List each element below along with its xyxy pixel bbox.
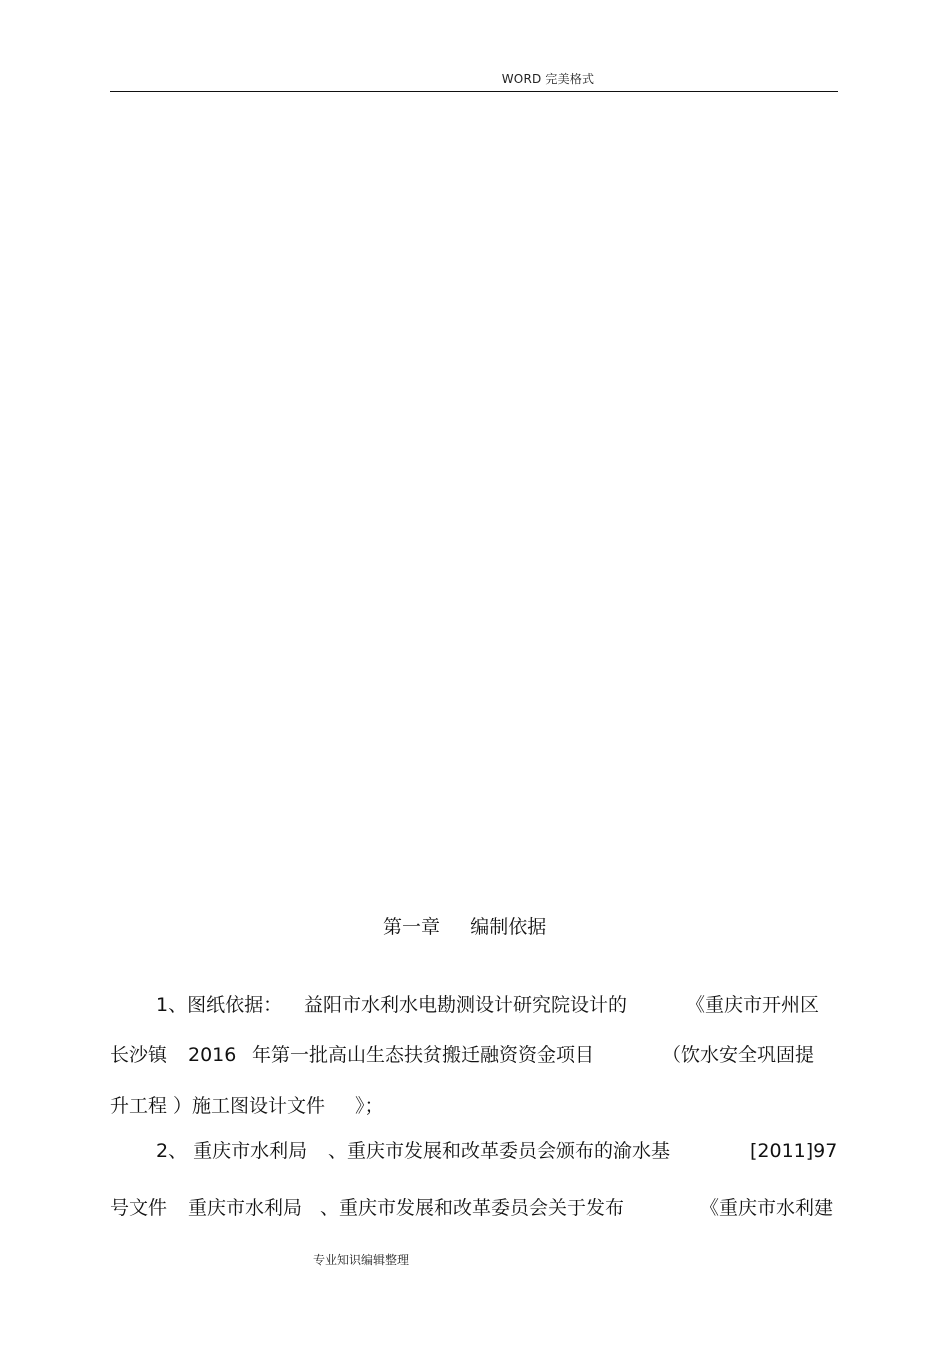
text-segment: 、重庆市发展和改革委员会关于发布 — [320, 1197, 625, 1219]
text-segment: 重庆市水利局 — [188, 1197, 303, 1219]
text-segment: 《重庆市开州区 — [686, 994, 820, 1016]
header-divider — [110, 91, 838, 92]
text-segment: 、重庆市发展和改革委员会颁布的渝水基 — [328, 1140, 671, 1162]
text-segment: 长沙镇 — [110, 1044, 168, 1066]
text-segment: 1、图纸依据： — [156, 994, 283, 1016]
text-segment: [2011]97 — [750, 1140, 838, 1162]
text-segment: 升工程 ）施工图设计文件 — [110, 1095, 326, 1117]
text-segment: 2、 重庆市水利局 — [156, 1140, 308, 1162]
text-segment: 年第一批高山生态扶贫搬迁融资资金项目 — [252, 1044, 595, 1066]
text-segment: 》； — [355, 1095, 384, 1117]
text-segment: 益阳市水利水电勘测设计研究院设计的 — [304, 994, 628, 1016]
text-segment: 号文件 — [110, 1197, 168, 1219]
text-segment: （饮水安全巩固提 — [662, 1044, 815, 1066]
text-segment: 《重庆市水利建 — [700, 1197, 834, 1219]
text-segment: 2016 — [188, 1044, 237, 1066]
page-header: WORD 完美格式 — [501, 72, 595, 86]
chapter-title: 第一章 编制依据 — [383, 916, 547, 938]
page-footer: 专业知识编辑整理 — [313, 1253, 410, 1267]
